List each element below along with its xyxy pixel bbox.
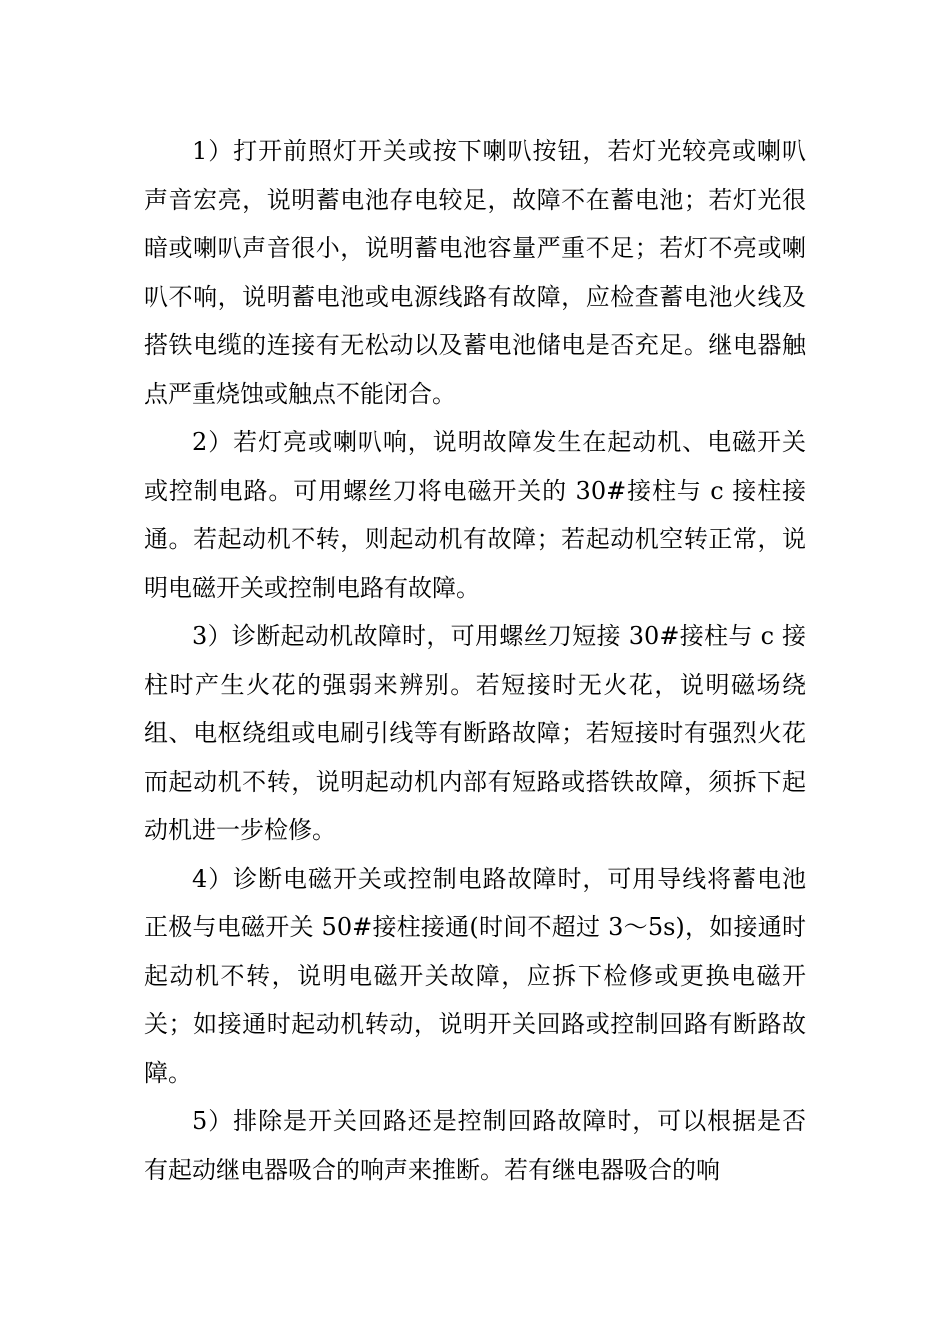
paragraph-5: 5）排除是开关回路还是控制回路故障时，可以根据是否有起动继电器吸合的响声来推断。若有继电器吸合的响 — [144, 1107, 806, 1184]
paragraph-3: 3）诊断起动机故障时，可用螺丝刀短接 30#接柱与 c 接柱时产生火花的强弱来辨别。若短接时无火花，说明磁场绕组、电枢绕组或电刷引线等有断路故障；若短接时有强烈火花而起动机不转，说明起动机内部有短路或搭铁故障，须拆下起动机进一步检修。 — [144, 622, 806, 844]
paragraph-1: 1）打开前照灯开关或按下喇叭按钮，若灯光较亮或喇叭声音宏亮，说明蓄电池存电较足，故障不在蓄电池；若灯光很暗或喇叭声音很小，说明蓄电池容量严重不足；若灯不亮或喇叭不响，说明蓄电池或电源线路有故障，应检查蓄电池火线及搭铁电缆的连接有无松动以及蓄电池储电是否充足。继电器触点严重烧蚀或触点不能闭合。 — [144, 137, 806, 408]
document-body — [144, 127, 806, 1194]
paragraph-4: 4）诊断电磁开关或控制电路故障时，可用导线将蓄电池正极与电磁开关 50#接柱接通(时间不超过 3～5s)，如接通时起动机不转，说明电磁开关故障，应拆下检修或更换电磁开关；如接通时起动机转动，说明开关回路或控制回路有断路故障。 — [144, 864, 806, 1087]
paragraph-2: 2）若灯亮或喇叭响，说明故障发生在起动机、电磁开关或控制电路。可用螺丝刀将电磁开关的 30#接柱与 c 接柱接通。若起动机不转，则起动机有故障；若起动机空转正常，说明电磁开关或控制电路有故障。 — [144, 428, 806, 602]
